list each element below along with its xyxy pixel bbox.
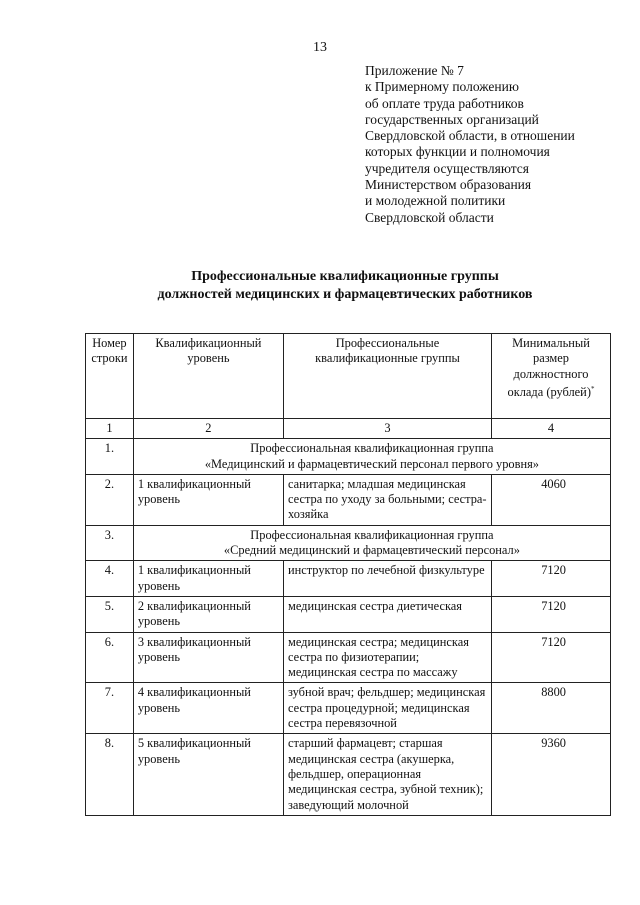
footnote-mark: *	[590, 384, 595, 393]
qualification-level: 3 квалификационный уровень	[133, 632, 283, 683]
qualification-level: 1 квалификационный уровень	[133, 561, 283, 597]
qualification-level: 1 квалификационный уровень	[133, 474, 283, 525]
salary: 7120	[491, 632, 610, 683]
appendix-note	[365, 63, 625, 226]
qualification-level: 5 квалификационный уровень	[133, 734, 283, 815]
salary: 4060	[491, 474, 610, 525]
table-cell: 2	[133, 419, 283, 439]
positions: зубной врач; фельдшер; медицинская сестра процедурной; медицинская сестра перевязочной	[283, 683, 491, 734]
table-row	[86, 474, 611, 525]
group-row	[86, 439, 611, 475]
title-line-2: должностей медицинских и фармацевтических работников	[157, 287, 533, 302]
column-index-row	[86, 419, 611, 439]
appendix-line: Приложение № 7	[365, 63, 464, 78]
salary: 7120	[491, 596, 610, 632]
appendix-line: которых функции и полномочия	[365, 144, 550, 160]
positions: медицинская сестра диетическая	[283, 596, 491, 632]
table-cell: 1	[86, 419, 134, 439]
appendix-line: Министерством образования	[365, 177, 532, 193]
table-cell: 4	[491, 419, 610, 439]
qualification-level: 4 квалификационный уровень	[133, 683, 283, 734]
table-row	[86, 683, 611, 734]
group-title: Профессиональная квалификационная группа «Средний медицинский и фармацевтический персонал»	[133, 525, 610, 561]
header-qualification-level: Квалификационный уровень	[133, 334, 283, 419]
appendix-line: Свердловской области, в отношении	[365, 128, 575, 144]
appendix-line: государственных организаций	[365, 111, 539, 127]
salary: 8800	[491, 683, 610, 734]
table-row	[86, 596, 611, 632]
appendix-line: и молодежной политики	[365, 193, 506, 209]
table-row	[86, 734, 611, 815]
positions: инструктор по лечебной физкультуре	[283, 561, 491, 597]
header-row-number: Номер строки	[86, 334, 134, 419]
header-professional-groups: Профессиональные квалификационные группы	[283, 334, 491, 419]
table-cell: 3	[283, 419, 491, 439]
row-number: 7.	[86, 683, 134, 734]
appendix-line: учредителя осуществляются	[365, 160, 529, 176]
row-number: 3.	[86, 525, 134, 561]
appendix-line: об оплате труда работников	[365, 95, 524, 111]
row-number: 5.	[86, 596, 134, 632]
positions: старший фармацевт; старшая медицинская сестра (акушерка, фельдшер, операционная медицинская сестра, зубной техник); заведующий молочной	[283, 734, 491, 815]
table-header-row	[86, 334, 611, 419]
table-row	[86, 561, 611, 597]
positions: санитарка; младшая медицинская сестра по уходу за больными; сестра-хозяйка	[283, 474, 491, 525]
row-number: 4.	[86, 561, 134, 597]
document-title	[0, 268, 640, 304]
page-number: 13	[313, 40, 327, 55]
title-line-1: Профессиональные квалификационные группы	[191, 269, 499, 284]
positions: медицинская сестра; медицинская сестра по физиотерапии; медицинская сестра по массажу	[283, 632, 491, 683]
salary: 9360	[491, 734, 610, 815]
row-number: 8.	[86, 734, 134, 815]
qualification-level: 2 квалификационный уровень	[133, 596, 283, 632]
salary: 7120	[491, 561, 610, 597]
row-number: 6.	[86, 632, 134, 683]
appendix-line: к Примерному положению	[365, 79, 519, 95]
header-min-salary: Минимальный размер должностного оклада (рублей)*	[491, 334, 610, 419]
qualification-groups-table	[85, 333, 611, 816]
appendix-line: Свердловской области	[365, 209, 494, 225]
group-title: Профессиональная квалификационная группа «Медицинский и фармацевтический персонал первого уровня»	[133, 439, 610, 475]
row-number: 2.	[86, 474, 134, 525]
row-number: 1.	[86, 439, 134, 475]
group-row	[86, 525, 611, 561]
table-row	[86, 632, 611, 683]
